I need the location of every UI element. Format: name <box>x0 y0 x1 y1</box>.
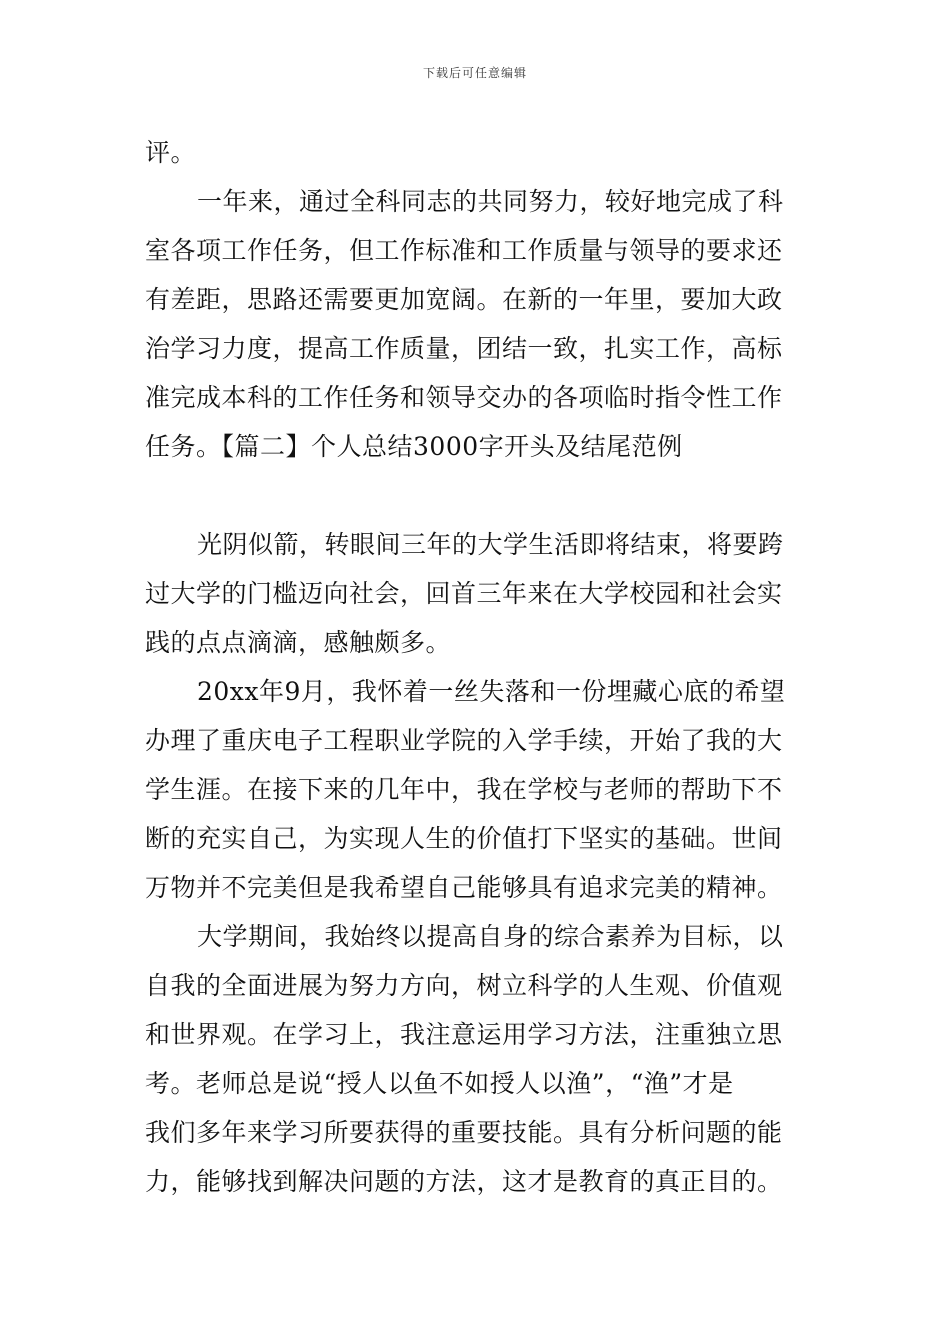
text-line: 力，能够找到解决问题的方法，这才是教育的真正目的。 <box>145 1167 783 1196</box>
text-line: 光阴似箭，转眼间三年的大学生活即将结束，将要跨 <box>197 530 784 559</box>
text-line: 学生涯。在接下来的几年中，我在学校与老师的帮助下不 <box>145 775 783 804</box>
text-line: 自我的全面进展为努力方向，树立科学的人生观、价值观 <box>145 971 783 1000</box>
text-line: 一年来，通过全科同志的共同努力，较好地完成了科 <box>197 187 784 216</box>
text-line: 断的充实自己，为实现人生的价值打下坚实的基础。世间 <box>145 824 783 853</box>
text-line: 过大学的门槛迈向社会，回首三年来在大学校园和社会实 <box>145 579 783 608</box>
text-line: 准完成本科的工作任务和领导交办的各项临时指令性工作 <box>145 383 783 412</box>
page-header-note: 下载后可任意编辑 <box>422 66 527 80</box>
text-line: 万物并不完美但是我希望自己能够具有追求完美的精神。 <box>145 873 783 902</box>
text-line: 评。 <box>145 138 197 167</box>
blank-line <box>145 471 809 520</box>
text-line: 任务。【篇二】个人总结3000字开头及结尾范例 <box>145 432 683 461</box>
text-line: 考。老师总是说“授人以鱼不如授人以渔”，“渔”才是 <box>145 1069 734 1098</box>
text-line: 有差距，思路还需要更加宽阔。在新的一年里，要加大政 <box>145 285 783 314</box>
text-line: 大学期间，我始终以提高自身的综合素养为目标，以 <box>197 922 784 951</box>
text-line: 和世界观。在学习上，我注意运用学习方法，注重独立思 <box>145 1020 783 1049</box>
text-line: 室各项工作任务，但工作标准和工作质量与领导的要求还 <box>145 236 783 265</box>
text-line: 办理了重庆电子工程职业学院的入学手续，开始了我的大 <box>145 726 783 755</box>
text-line: 我们多年来学习所要获得的重要技能。具有分析问题的能 <box>145 1118 783 1147</box>
text-line: 践的点点滴滴，感触颇多。 <box>145 628 452 657</box>
text-line: 20xx年9月，我怀着一丝失落和一份埋藏心底的希望 <box>197 677 786 706</box>
document-body <box>145 128 809 1206</box>
text-line: 治学习力度，提高工作质量，团结一致，扎实工作，高标 <box>145 334 783 363</box>
